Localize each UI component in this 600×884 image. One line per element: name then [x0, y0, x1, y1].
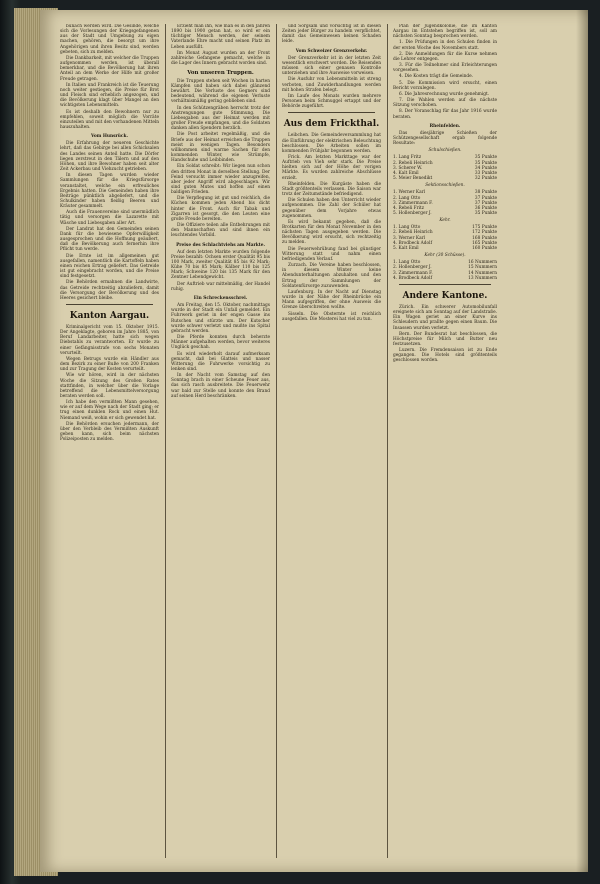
column-3 [282, 24, 381, 858]
paragraph: Die Verpflegung ist gut und reichlich, die Küchen kommen jeden Abend bis dicht hinter die Front. Auch für Tabak und Zigarren ist gesorgt, die den Leuten eine große Freude bereiten. [171, 196, 270, 222]
list-item [393, 276, 497, 281]
result-value: 172 Punkte [472, 230, 497, 236]
paragraph: Rheinfelden. Die Kurgäste haben die Stadt größtenteils verlassen. Die Saison war trotz der Zeitumstände befriedigend. [282, 181, 381, 198]
section-heading-large: Kanton Aargau. [69, 310, 150, 321]
result-value: 168 Punkte [472, 235, 497, 241]
section-heading-large: Andere Kantone. [402, 290, 488, 301]
result-name: 5. Meier Benedikt [393, 176, 433, 182]
result-name: 4. Kalt Emil [393, 170, 419, 176]
paragraph: Das diesjährige Schießen der Schützengesellschaft ergab folgende Resultate: [393, 130, 497, 147]
paragraph: Sisseln. Die Obsternte ist reichlich ausgefallen. Die Mosterei hat viel zu tun. [282, 311, 381, 322]
result-name: 1. Lang Otto [393, 225, 421, 231]
section-heading-large: Aus dem Frickthal. [283, 119, 380, 130]
paragraph: Der Grenzverkehr ist in der letzten Zeit wesentlich erschwert worden. Die Reisenden müssen sich einer genauen Kontrolle unterziehen und ihre Ausweise vorweisen. [282, 55, 381, 77]
paragraph: Es wird bekannt gegeben, daß die Brotkarten für den Monat November in den nächsten Tagen ausgegeben werden. Die Bevölkerung wird ersucht, sich rechtzeitig zu melden. [282, 219, 381, 246]
result-value: 32 Punkte [474, 176, 497, 182]
section-heading: Vom Schweizer Grenzverkehr. [295, 48, 368, 54]
results-subheading: Sektionsschießen. [425, 183, 465, 189]
divider [66, 304, 153, 305]
paragraph: Wegen Betrugs wurde ein Händler aus dem Bezirk zu einer Buße von 200 Franken und zur Tragung der Kosten verurteilt. [60, 356, 159, 373]
paragraph: Es wird wiederholt darauf aufmerksam gemacht, daß bei Glatteis und nasser Witterung die Fuhrwerke vorsichtig zu lenken sind. [171, 351, 270, 372]
paragraph: Zürich. Ein schwerer Automobilunfall ereignete sich am Sonntag auf der Landstraße. Ein Wagen geriet an einer Kurve ins Schleudern und prallte gegen einen Baum. Die Insassen wurden verletzt. [393, 304, 497, 331]
paragraph: 4. Die Kosten trägt die Gemeinde. [399, 74, 474, 80]
result-value: 36 Punkte [474, 205, 497, 211]
result-value: 35 Punkte [474, 211, 497, 216]
paragraph: In Italien und Frankreich ist die Teuerung noch weiter gestiegen, die Preise für Brot und Fleisch sind erheblich angezogen, und die Bevölkerung klagt über Mangel an den wichtigsten Lebensmitteln. [60, 82, 159, 109]
paragraph: Ich habe den vermißten Mann gesehen, wie er auf dem Wege nach der Stadt ging; er trug einen dunklen Rock und einen Hut. Niemand weiß, wohin er sich gewendet hat. [60, 400, 159, 421]
paragraph: 1. Die Prüfungen in den Schulen finden in der ersten Woche des Novembers statt. [393, 40, 497, 51]
paragraph: Am Freitag, den 15. Oktober, nachmittags wurde in der Stadt ein Unfall gemeldet. Ein Fuhrwerk geriet in der engen Gasse ins Rutschen und stürzte um. Der Kutscher wurde schwer verletzt und mußte ins Spital gebracht werden. [171, 303, 270, 334]
result-value: 13 Nummern [468, 275, 497, 281]
paragraph: Die Ernte ist im allgemeinen gut ausgefallen, namentlich die Kartoffeln haben einen reichen Ertrag geliefert. Das Getreide ist gut eingebracht worden, und die Preise sind festgesetzt. [60, 253, 159, 280]
paragraph: Leibchen. Die Gemeindeversammlung hat die Einführung der elektrischen Beleuchtung beschlossen. Die Arbeiten sollen im kommenden Frühjahr begonnen werden. [282, 133, 381, 154]
column-rule [276, 24, 277, 858]
paragraph: 3. Für die Teilnehmer sind Erleichterungen vorgesehen. [393, 63, 497, 74]
paragraph: Zurzach. Die Vereine haben beschlossen, in diesem Winter keine Abendunterhaltungen abzuhalten und den Ertrag der Sammlungen der Soldatenfürsorge zuzuwenden. [282, 263, 381, 289]
result-value: 16 Nummern [468, 260, 497, 266]
result-name: 3. Werner Karl [393, 235, 426, 241]
paragraph: Der Auftrieb war mittelmäßig, der Handel ruhig. [171, 281, 270, 292]
section-heading: Rheinfelden. [429, 123, 461, 129]
paragraph: Die Post arbeitet regelmäßig, und die Briefe aus der Heimat erreichen die Truppen meist in wenigen Tagen. Besonders willkommen sind warme Sachen für den kommenden Winter, wie Strümpfe, Handschuhe und Leibbinden. [171, 132, 270, 164]
paragraph: Der Landrat hat den Gemeinden seinen Dank für die bewiesene Opferwilligkeit ausgesprochen und die Hoffnung geäußert, daß die Bevölkerung auch fernerhin ihre Pflicht tun werde. [60, 226, 159, 253]
result-name: 2. Lang Otto [393, 195, 421, 201]
result-name: 3. Zimmermann F. [393, 200, 433, 206]
paragraph: Frick. Am letzten Markttage war der Auftrieb von Vieh sehr stark. Die Preise hielten sich auf der Höhe der vorigen Märkte. Es wurden zahlreiche Abschlüsse erzielt. [282, 154, 381, 181]
paragraph: Die Ausfuhr von Lebensmitteln ist streng verboten, und Zuwiderhandlungen werden mit hohen Strafen belegt. [282, 77, 381, 93]
result-value: 35 Punkte [474, 155, 497, 161]
result-name: 1. Lang Fritz [393, 155, 422, 161]
result-name: 1. Werner Karl [393, 190, 426, 196]
result-value: 165 Punkte [472, 240, 497, 246]
paragraph: Die Feuerwehrübung fand bei günstiger Witterung statt und nahm einen befriedigenden Verlauf. [282, 246, 381, 262]
results-list [393, 190, 497, 216]
list-item [393, 211, 497, 216]
section-heading: Von unseren Truppen. [187, 70, 254, 77]
paragraph: Die Behörden ersuchen jedermann, der über den Verbleib des Vermißten Auskunft geben kann, sich beim nächsten Polizeiposten zu melden. [60, 421, 159, 443]
result-name: 5. Kalt Emil [393, 245, 419, 251]
result-value: 15 Nummern [468, 265, 497, 271]
results-subheading: Kehr (30 Schüsse). [424, 253, 466, 259]
section-heading: Vom Hunsrück. [90, 134, 129, 140]
paragraph: 2. Die Anmeldungen für die Kurse nehmen die Lehrer entgegen. [393, 51, 497, 62]
paragraph: Die Schulen haben den Unterricht wieder aufgenommen. Die Zahl der Schüler hat gegenüber dem Vorjahre etwas zugenommen. [282, 198, 381, 219]
column-2 [171, 24, 270, 858]
paragraph: Erzieht man ihn, wie man es in den Jahren 1890 bis 1900 getan hat, so wird er ein tüchtiger Mensch werden, der seinem Vaterlande Ehre macht und seinen Platz im Leben ausfüllt. [171, 24, 270, 50]
divider [399, 284, 491, 285]
results-subheading: Schulschießen. [428, 148, 462, 154]
paragraph: Im Monat August wurden an der Front zahlreiche Gefangene gemacht, welche in die Lager des Innern gebracht worden sind. [171, 50, 270, 67]
section-heading: Preise des Schlachtviehs am Markte. [176, 242, 265, 248]
paragraph: In der Nacht vom Samstag auf den Sonntag brach in einer Scheune Feuer aus, das sich rasch ausbreitete. Die Feuerwehr war bald zur Stelle und konnte den Brand auf seinen Herd beschränken. [171, 373, 270, 399]
paragraph: Auf dem letzten Markte wurden folgende Preise bezahlt: Ochsen erster Qualität 95 bis 100 Mark, zweiter Qualität 85 bis 92 Mark; Kühe 70 bis 85 Mark; Kälber 110 bis 125 Mark; Schweine 120 bis 135 Mark für den Zentner Lebendgewicht. [171, 249, 270, 281]
result-name: 2. Rebeli Heinrich [393, 230, 433, 236]
result-value: 14 Nummern [468, 270, 497, 276]
paragraph: Die Erfahrung der neueren Geschichte lehrt, daß das Gebirge bei allen Schicksalen des Landes seinen Anteil hatte. Die Dörfer liegen zerstreut in den Tälern und auf den Höhen, und ihre Bewohner haben seit alter Zeit Ackerbau und Viehzucht getrieben. [60, 141, 159, 173]
result-name: 2. Hollenberger J. [393, 265, 432, 271]
column-rule [387, 24, 388, 858]
result-name: 2. Rebeli Heinrich [393, 160, 433, 166]
result-value: 37 Punkte [474, 200, 497, 206]
result-value: 33 Punkte [474, 170, 497, 176]
paragraph: Auch die Frauenvereine sind unermüdlich tätig und versorgen die Lazarette mit Wäsche und Liebesgaben aller Art. [60, 210, 159, 226]
result-name: 3. Zimmermann F. [393, 270, 433, 276]
result-name: 1. Lang Otto [393, 260, 421, 266]
result-value: 38 Punkte [474, 190, 497, 196]
column-rule [165, 24, 166, 858]
result-value: 37 Punkte [474, 195, 497, 201]
column-4 [393, 24, 497, 858]
results-list [393, 225, 497, 251]
divider [288, 112, 375, 113]
paragraph: und Sorgsam und vorsichtig ist in diesen Zeiten jeder Bürger zu handeln verpflichtet, damit das Gemeinwesen keinen Schaden leide. [282, 24, 381, 45]
result-name: 3. Scherer W. [393, 165, 423, 171]
paragraph: Die Dankbarkeit, mit welcher die Truppen aufgenommen werden, ist überall bemerkbar, und die Bevölkerung hat ihren Anteil an dem Werke der Hilfe mit großer Freude getragen. [60, 55, 159, 82]
result-name: 4. Rebeli Fritz [393, 205, 425, 211]
paragraph: Wie wir hören, wird in der nächsten Woche die Sitzung des Großen Rates stattfinden, in welcher über die Vorlage betreffend die Lebensmittelversorgung beraten werden soll. [60, 373, 159, 399]
paragraph: Plan der Jugendkolonie, die im Kanton Aargau im Entstehen begriffen ist, soll am nächsten Sonntag besprochen werden. [393, 24, 497, 40]
paragraph: 7. Die Wahlen werden auf die nächste Sitzung verschoben. [393, 98, 497, 109]
paragraph: Laufenburg. In der Nacht auf Dienstag wurde in der Nähe der Rheinbrücke ein Mann aufgegriffen, der ohne Ausweis die Grenze überschreiten wollte. [282, 289, 381, 311]
newspaper-page [40, 10, 588, 872]
paragraph: 5. Die Kommission wird ersucht, einen Bericht vorzulegen. [393, 80, 497, 91]
result-value: 34 Punkte [474, 165, 497, 171]
list-item [393, 246, 497, 251]
paragraph: Luzern. Die Fremdensaison ist zu Ende gegangen. Die Hotels sind größtenteils geschlossen worden. [393, 348, 497, 364]
result-value: 35 Punkte [474, 160, 497, 166]
paragraph: 8. Der Voranschlag für das Jahr 1916 wurde beraten. [393, 109, 497, 120]
column-1 [60, 24, 159, 858]
result-name: 5. Hollenberger J. [393, 211, 432, 216]
result-value: 160 Punkte [472, 245, 497, 251]
paragraph: Es ist deshalb den Bewohnern nur zu empfehlen, soweit möglich die Vorräte einzuteilen und mit den vorhandenen Mitteln hauszuhalten. [60, 109, 159, 130]
paragraph: Im Laufe des Monats wurden mehrere Personen beim Schmuggel ertappt und der Behörde zugeführt. [282, 93, 381, 110]
result-value: 175 Punkte [472, 225, 497, 231]
paragraph: 6. Die Jahresrechnung wurde genehmigt. [399, 91, 490, 97]
paragraph: In den Schützengräben herrscht trotz der Anstrengungen gute Stimmung. Die Liebesgaben aus der Heimat werden mit großer Freude empfangen, und die Soldaten danken allen Spendern herzlich. [171, 105, 270, 132]
result-name: 4. Brodbeck Adolf [393, 275, 433, 281]
list-item [393, 176, 497, 181]
paragraph: Die Offiziere teilen alle Entbehrungen mit den Mannschaften und sind ihnen ein leuchtendes Vorbild. [171, 223, 270, 239]
section-heading: Ein Schreckensschrei. [193, 295, 248, 301]
paragraph: Die Truppen stehen seit Wochen in harten Kämpfen und haben sich dabei glänzend bewährt. Die Verluste des Gegners sind bedeutend, während die eigenen Verluste verhältnismäßig gering geblieben sind. [171, 78, 270, 105]
results-subheading: Kehr. [439, 218, 451, 224]
paragraph: Ein Soldat schreibt: Wir liegen nun schon den dritten Monat in derselben Stellung. Der Feind versucht immer wieder anzugreifen, aber jeder Angriff wird abgeschlagen. Wir sind guten Mutes und hoffen auf einen baldigen Frieden. [171, 164, 270, 196]
results-list [393, 260, 497, 281]
results-list [393, 155, 497, 181]
paragraph: Bern. Der Bundesrat hat beschlossen, die Höchstpreise für Milch und Butter neu festzusetzen. [393, 331, 497, 347]
page-curl-shadow [576, 10, 588, 872]
paragraph: Die Pferde konnten durch beherzte Männer aufgehalten werden, bevor weiteres Unglück geschah. [171, 335, 270, 351]
result-name: 4. Brodbeck Adolf [393, 240, 433, 246]
paragraph: bunach werden wird. Die Gesinde, welche sich die Vorlesungen der Kriegsgefangenen aus der Stadt und Umgebung zu eigen machen, gehören, die besorgt um ihre Angehörigen und ihren Besitz sind, werden gebeten, sich zu melden. [60, 24, 159, 55]
paragraph: Die Behörden ermahnen die Landwirte, das Getreide rechtzeitig abzuliefern, damit die Versorgung der Bevölkerung und des Heeres gesichert bleibe. [60, 280, 159, 301]
paragraph: Kriminalgericht vom 15. Oktober 1915. Der Angeklagte, geboren im Jahre 1885, von Beruf Landarbeiter, hatte sich wegen Diebstahls zu verantworten. Er wurde zu einer Gefängnisstrafe von sechs Monaten verurteilt. [60, 324, 159, 356]
paragraph: In diesen Tagen wurden wieder Sammlungen für die Kriegsfürsorge veranstaltet, welche ein erfreuliches Ergebnis hatten. Die Gemeinden haben ihre Beiträge pünktlich abgeliefert, und die Schulkinder haben fleißig Beeren und Kräuter gesammelt. [60, 173, 159, 210]
